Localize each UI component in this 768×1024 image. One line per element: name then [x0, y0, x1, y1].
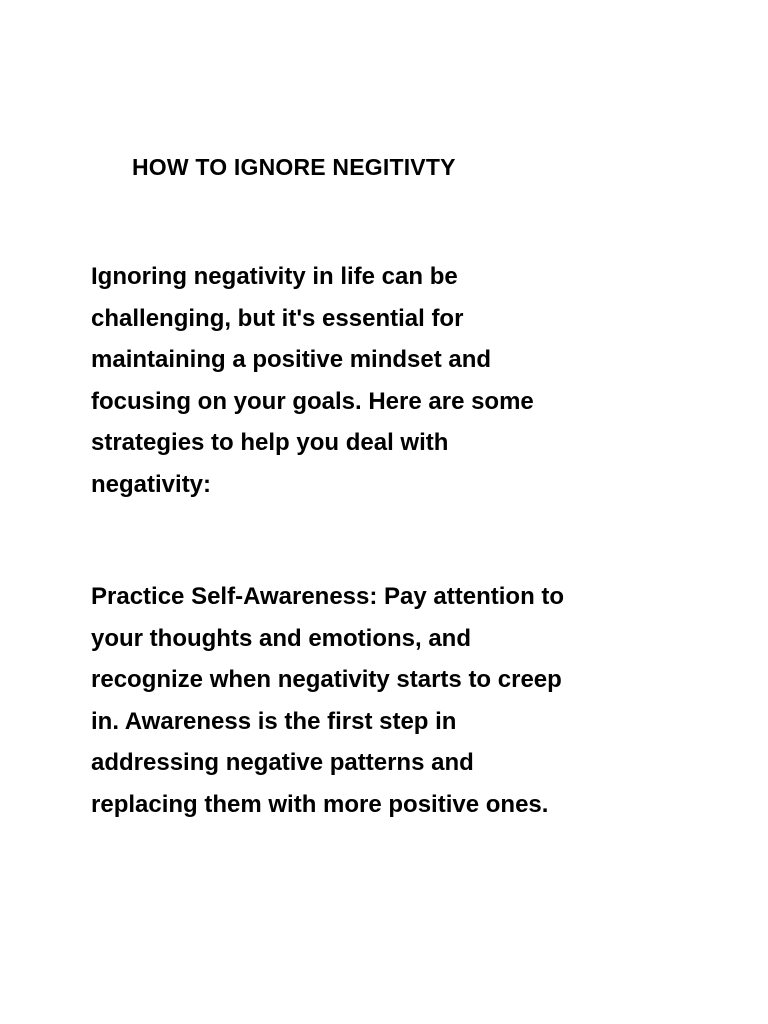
- paragraph-line: your thoughts and emotions, and: [91, 624, 471, 652]
- paragraph-line: challenging, but it's essential for: [91, 304, 464, 332]
- document-title: HOW TO IGNORE NEGITIVTY: [132, 154, 456, 180]
- paragraph-line: strategies to help you deal with: [91, 429, 449, 457]
- paragraph-line: recognize when negativity starts to creep: [91, 666, 562, 694]
- paragraph-line: Ignoring negativity in life can be: [91, 263, 458, 290]
- intro-paragraph: [91, 256, 691, 506]
- paragraph-line: in. Awareness is the first step in: [91, 707, 457, 735]
- paragraph-line: addressing negative patterns and: [91, 749, 474, 777]
- self-awareness-paragraph: [91, 576, 691, 826]
- paragraph-line: negativity:: [91, 470, 212, 498]
- paragraph-line: replacing them with more positive ones.: [91, 790, 549, 818]
- paragraph-line: maintaining a positive mindset and: [91, 346, 492, 374]
- paragraph-line: Practice Self-Awareness: Pay attention to: [91, 583, 565, 610]
- paragraph-line: focusing on your goals. Here are some: [91, 387, 534, 415]
